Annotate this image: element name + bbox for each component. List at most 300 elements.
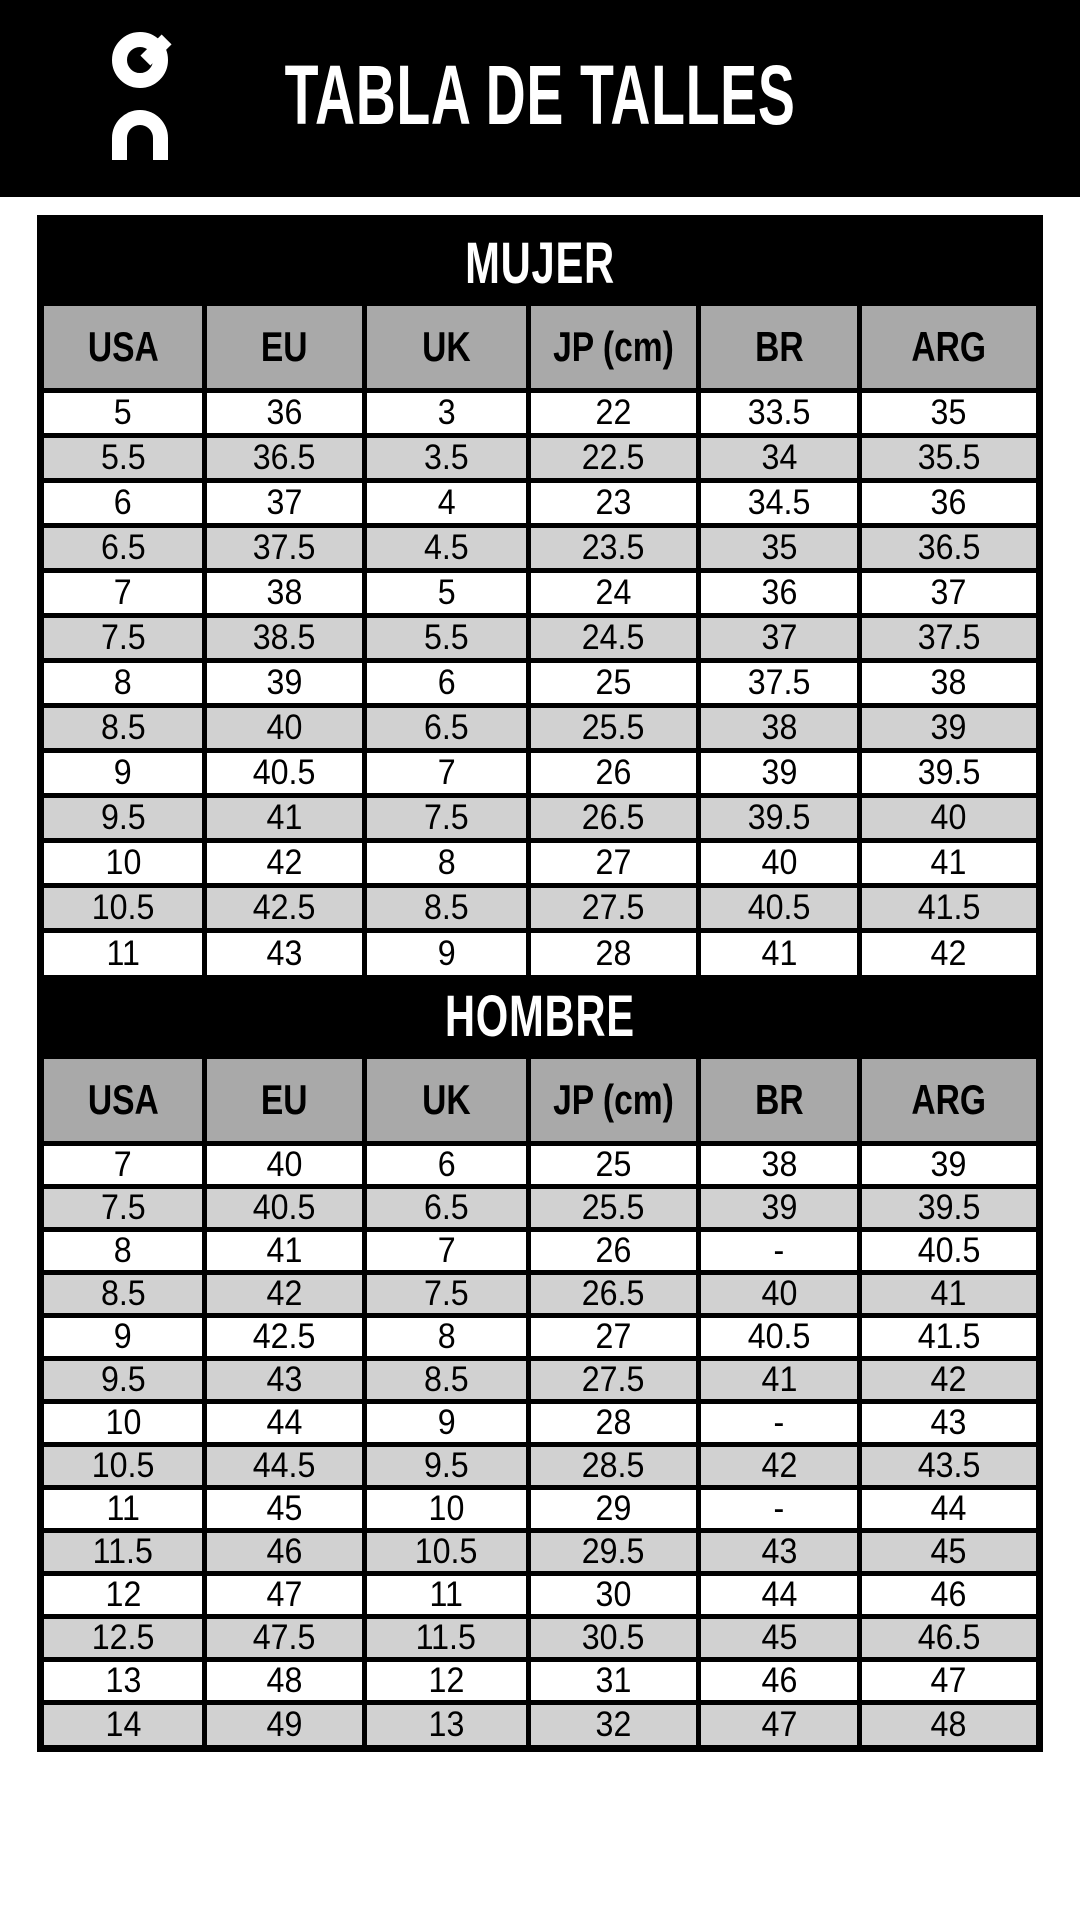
table-row <box>44 480 1036 525</box>
size-cell <box>364 750 528 795</box>
size-cell <box>528 1702 699 1745</box>
size-cell <box>44 1186 205 1229</box>
column-header-usa <box>44 1059 205 1143</box>
size-cell-value: 47 <box>931 1661 967 1700</box>
size-cell <box>528 570 699 615</box>
size-cell-value: 26.5 <box>582 798 645 837</box>
size-cell <box>859 480 1036 525</box>
size-cell <box>44 1659 205 1702</box>
size-cell-value: 28 <box>595 934 632 974</box>
size-cell-value: 10 <box>105 843 142 882</box>
size-cell-value: 8 <box>437 1317 456 1356</box>
size-cell-value: 42.5 <box>253 888 316 927</box>
size-cell <box>699 390 860 435</box>
size-cell <box>364 840 528 885</box>
size-cell-value: 45 <box>761 1618 797 1657</box>
size-cell <box>528 1186 699 1229</box>
size-cell <box>699 930 860 975</box>
size-cell <box>528 705 699 750</box>
size-cell <box>44 480 205 525</box>
size-cell-value: 45 <box>931 1532 967 1571</box>
size-cell <box>859 615 1036 660</box>
size-cell <box>859 705 1036 750</box>
size-cell <box>364 1530 528 1573</box>
table-row <box>44 1315 1036 1358</box>
size-cell <box>528 840 699 885</box>
size-cell <box>859 390 1036 435</box>
column-header-jp <box>528 1059 699 1143</box>
size-cell-value: 40.5 <box>253 1188 316 1227</box>
size-cell-value: 36.5 <box>917 528 981 567</box>
size-cell-value: 41.5 <box>917 1317 981 1356</box>
size-cell <box>528 885 699 930</box>
size-cell <box>699 615 860 660</box>
size-cell <box>699 1573 860 1616</box>
size-cell-value: 12.5 <box>91 1618 155 1657</box>
size-cell-value: 36.5 <box>253 438 316 477</box>
column-header-jp <box>528 306 699 390</box>
size-cell-value: 34 <box>761 438 797 477</box>
size-cell-value: 8.5 <box>423 1360 469 1399</box>
size-cell <box>528 480 699 525</box>
size-cell <box>364 480 528 525</box>
size-cell <box>44 1530 205 1573</box>
size-cell-value: 39 <box>931 708 967 747</box>
size-cell-value: 7 <box>437 753 456 792</box>
size-cell-value: 24.5 <box>582 618 645 657</box>
size-cell <box>364 1616 528 1659</box>
size-cell <box>364 1702 528 1745</box>
size-cell-value: 40.5 <box>253 753 316 792</box>
size-cell <box>44 1616 205 1659</box>
size-cell-value: 41 <box>931 1274 967 1313</box>
size-cell-value: 43 <box>931 1403 967 1442</box>
size-cell-value: 40.5 <box>917 1231 981 1270</box>
size-cell <box>859 525 1036 570</box>
size-table-hombre <box>44 1059 1036 1745</box>
size-cell-value: 37 <box>761 618 797 657</box>
column-header-label: ARG <box>911 1075 987 1123</box>
size-cell <box>859 885 1036 930</box>
table-row <box>44 1616 1036 1659</box>
size-cell <box>859 1229 1036 1272</box>
size-cell <box>699 480 860 525</box>
column-header-label: JP (cm) <box>552 322 674 370</box>
table-row <box>44 1444 1036 1487</box>
size-cell <box>205 615 365 660</box>
size-cell-value: 37 <box>931 573 967 612</box>
size-cell <box>528 1659 699 1702</box>
on-logo-n-icon <box>112 110 168 160</box>
size-cell <box>364 885 528 930</box>
size-cell <box>528 1573 699 1616</box>
size-cell <box>859 1616 1036 1659</box>
size-cell-value: 42.5 <box>253 1317 316 1356</box>
size-cell <box>44 795 205 840</box>
size-cell-value: 27.5 <box>582 1360 645 1399</box>
table-header-mujer <box>44 306 1036 390</box>
table-row <box>44 1702 1036 1745</box>
size-cell <box>205 795 365 840</box>
size-cell-value: 6.5 <box>423 1188 469 1227</box>
size-cell-value: 25.5 <box>582 708 645 747</box>
size-cell-value: 28.5 <box>582 1446 645 1485</box>
column-header-br <box>699 306 860 390</box>
table-row <box>44 750 1036 795</box>
size-cell-value: 37.5 <box>917 618 981 657</box>
size-cell <box>205 435 365 480</box>
size-cell-value: 37.5 <box>253 528 316 567</box>
size-cell <box>44 435 205 480</box>
size-cell <box>364 1358 528 1401</box>
size-cell <box>205 1487 365 1530</box>
table-row <box>44 660 1036 705</box>
size-cell-value: 8 <box>114 1231 133 1270</box>
size-cell-value: - <box>773 1489 785 1528</box>
size-cell-value: 9 <box>437 1403 456 1442</box>
size-cell <box>44 1573 205 1616</box>
size-cell-value: 38 <box>761 708 797 747</box>
size-cell-value: 41 <box>266 1231 303 1270</box>
size-cell <box>205 1186 365 1229</box>
size-cell <box>364 435 528 480</box>
page-header <box>0 0 1080 197</box>
size-cell <box>205 1272 365 1315</box>
size-cell <box>528 1401 699 1444</box>
size-cell-value: 33.5 <box>747 393 811 432</box>
size-cell <box>205 840 365 885</box>
header-row <box>44 1059 1036 1143</box>
size-cell-value: 39.5 <box>917 1188 981 1227</box>
size-cell <box>205 525 365 570</box>
size-cell <box>205 1444 365 1487</box>
size-table-mujer <box>44 306 1036 975</box>
size-cell-value: 7 <box>114 573 133 612</box>
size-cell-value: 23 <box>595 483 632 522</box>
size-cell-value: 43 <box>266 1360 303 1399</box>
size-cell <box>859 1659 1036 1702</box>
size-cell <box>859 1143 1036 1186</box>
table-row <box>44 390 1036 435</box>
table-row <box>44 930 1036 975</box>
size-cell <box>528 1530 699 1573</box>
size-cell <box>205 750 365 795</box>
size-cell-value: 6.5 <box>423 708 469 747</box>
size-cell <box>44 1702 205 1745</box>
size-cell <box>699 750 860 795</box>
size-cell <box>859 795 1036 840</box>
size-cell-value: 37.5 <box>747 663 811 702</box>
table-row <box>44 885 1036 930</box>
size-cell <box>528 1487 699 1530</box>
table-row <box>44 705 1036 750</box>
table-row <box>44 1659 1036 1702</box>
size-cell-value: 36 <box>266 393 303 432</box>
size-cell-value: 23.5 <box>582 528 645 567</box>
size-cell-value: 8.5 <box>100 1274 146 1313</box>
table-row <box>44 1401 1036 1444</box>
size-cell-value: 30.5 <box>582 1618 645 1657</box>
size-cell <box>528 525 699 570</box>
table-row <box>44 1186 1036 1229</box>
size-cell-value: 46 <box>761 1661 797 1700</box>
size-cell-value: 22 <box>595 393 632 432</box>
size-cell-value: 42 <box>266 1274 303 1313</box>
size-cell <box>528 1358 699 1401</box>
column-header-label: EU <box>261 322 308 370</box>
size-cell-value: 40 <box>266 1145 303 1184</box>
size-cell <box>528 390 699 435</box>
size-cell <box>44 1358 205 1401</box>
size-cell <box>699 1143 860 1186</box>
size-cell-value: - <box>773 1231 785 1270</box>
size-cell <box>699 1616 860 1659</box>
size-cell <box>699 1487 860 1530</box>
size-cell-value: 42 <box>931 1360 967 1399</box>
column-header-label: EU <box>261 1075 308 1123</box>
column-header-br <box>699 1059 860 1143</box>
size-cell-value: 13 <box>428 1705 465 1745</box>
size-cell-value: 7 <box>437 1231 456 1270</box>
size-cell <box>699 660 860 705</box>
size-cell-value: 10.5 <box>91 1446 155 1485</box>
size-cell-value: 8 <box>114 663 133 702</box>
size-cell-value: 7.5 <box>100 1188 146 1227</box>
size-cell-value: 44 <box>931 1489 967 1528</box>
size-cell-value: 9 <box>437 934 456 974</box>
size-cell-value: 44 <box>761 1575 797 1614</box>
size-cell <box>859 1358 1036 1401</box>
size-cell <box>205 885 365 930</box>
size-cell-value: 39 <box>931 1145 967 1184</box>
on-logo-icon <box>112 32 174 162</box>
size-cell <box>364 1186 528 1229</box>
column-header-label: UK <box>421 322 471 370</box>
size-cell-value: 41.5 <box>917 888 981 927</box>
size-cell-value: 10.5 <box>91 888 155 927</box>
size-cell <box>699 1186 860 1229</box>
table-row <box>44 1487 1036 1530</box>
size-cell <box>528 930 699 975</box>
size-cell-value: 26.5 <box>582 1274 645 1313</box>
size-cell <box>364 570 528 615</box>
size-cell-value: 39.5 <box>917 753 981 792</box>
size-cell-value: 38 <box>931 663 967 702</box>
column-header-eu <box>205 1059 365 1143</box>
column-header-label: USA <box>87 322 159 370</box>
size-cell <box>528 660 699 705</box>
size-cell-value: 13 <box>105 1661 142 1700</box>
table-row <box>44 1530 1036 1573</box>
size-cell-value: 41 <box>266 798 303 837</box>
size-cell-value: 9 <box>114 753 133 792</box>
size-cell-value: 35.5 <box>917 438 981 477</box>
size-cell <box>699 1530 860 1573</box>
size-cell <box>44 885 205 930</box>
size-cell-value: 42 <box>266 843 303 882</box>
size-cell <box>44 1444 205 1487</box>
column-header-usa <box>44 306 205 390</box>
size-cell <box>699 1358 860 1401</box>
size-cell-value: 47 <box>266 1575 303 1614</box>
size-cell <box>205 1573 365 1616</box>
size-cell <box>44 1487 205 1530</box>
size-cell <box>205 1315 365 1358</box>
size-cell-value: 6.5 <box>100 528 146 567</box>
size-cell-value: 43.5 <box>917 1446 981 1485</box>
size-cell <box>205 1659 365 1702</box>
size-cell-value: 4.5 <box>423 528 469 567</box>
size-cell <box>859 930 1036 975</box>
size-cell-value: 41 <box>761 934 797 974</box>
column-header-label: BR <box>754 322 804 370</box>
size-cell <box>44 615 205 660</box>
size-cell <box>859 840 1036 885</box>
size-cell <box>699 1229 860 1272</box>
size-cell-value: 5 <box>114 393 133 432</box>
column-header-label: BR <box>754 1075 804 1123</box>
size-cell <box>528 1143 699 1186</box>
section-title-hombre: HOMBRE <box>445 984 635 1049</box>
size-cell-value: 12 <box>105 1575 142 1614</box>
size-cell-value: 46 <box>931 1575 967 1614</box>
size-cell-value: 40 <box>266 708 303 747</box>
size-cell-value: 39 <box>761 1188 797 1227</box>
table-row <box>44 1358 1036 1401</box>
size-cell <box>364 615 528 660</box>
size-cell-value: 47.5 <box>253 1618 316 1657</box>
page-title: TABLA DE TALLES <box>284 47 796 142</box>
table-row <box>44 795 1036 840</box>
size-cell <box>699 1659 860 1702</box>
size-cell <box>364 1272 528 1315</box>
size-cell <box>859 1702 1036 1745</box>
column-header-uk <box>364 1059 528 1143</box>
on-logo-o-icon <box>112 32 168 88</box>
size-cell <box>528 1444 699 1487</box>
size-cell-value: 28 <box>595 1403 632 1442</box>
size-cell-value: 41 <box>761 1360 797 1399</box>
size-cell-value: 44 <box>266 1403 303 1442</box>
size-cell-value: 9.5 <box>423 1446 469 1485</box>
table-row <box>44 1573 1036 1616</box>
header-row <box>44 306 1036 390</box>
size-cell-value: 11.5 <box>92 1532 154 1571</box>
size-cell-value: 11 <box>106 1489 140 1528</box>
column-header-label: UK <box>421 1075 471 1123</box>
size-cell <box>364 660 528 705</box>
size-cell <box>859 435 1036 480</box>
size-cell-value: 9.5 <box>100 1360 146 1399</box>
table-row <box>44 1229 1036 1272</box>
size-cell <box>205 1143 365 1186</box>
size-cell <box>364 390 528 435</box>
section-band-hombre <box>44 975 1036 1059</box>
size-cell-value: 27.5 <box>582 888 645 927</box>
size-cell <box>859 1573 1036 1616</box>
size-cell <box>699 885 860 930</box>
size-cell <box>44 660 205 705</box>
size-cell <box>205 480 365 525</box>
column-header-eu <box>205 306 365 390</box>
size-cell-value: 25 <box>595 1145 632 1184</box>
size-cell <box>859 1315 1036 1358</box>
size-cell-value: 41 <box>931 843 967 882</box>
column-header-label: ARG <box>911 322 987 370</box>
size-cell-value: 11.5 <box>416 1618 477 1657</box>
size-cell-value: 27 <box>595 1317 632 1356</box>
size-cell <box>859 1487 1036 1530</box>
size-cell-value: 39 <box>266 663 303 702</box>
size-cell-value: 26 <box>595 753 632 792</box>
size-cell-value: 46 <box>266 1532 303 1571</box>
size-cell-value: 36 <box>931 483 967 522</box>
size-cell <box>528 750 699 795</box>
size-cell <box>44 930 205 975</box>
size-cell-value: 24 <box>595 573 632 612</box>
size-cell <box>205 1616 365 1659</box>
size-cell <box>44 570 205 615</box>
size-cell-value: 12 <box>428 1661 465 1700</box>
size-cell-value: 40 <box>761 1274 797 1313</box>
size-cell-value: 6 <box>437 663 456 702</box>
size-cell <box>699 1272 860 1315</box>
size-cell <box>44 525 205 570</box>
size-cell <box>859 1272 1036 1315</box>
size-cell-value: 39 <box>761 753 797 792</box>
size-cell-value: 37 <box>266 483 303 522</box>
size-cell <box>859 1444 1036 1487</box>
size-cell-value: 5.5 <box>100 438 146 477</box>
table-row <box>44 570 1036 615</box>
size-cell <box>205 660 365 705</box>
size-cell <box>859 660 1036 705</box>
table-row <box>44 840 1036 885</box>
size-cell-value: 38 <box>266 573 303 612</box>
size-cell-value: 29 <box>595 1489 632 1528</box>
size-cell <box>44 390 205 435</box>
size-cell-value: 47 <box>761 1705 797 1745</box>
size-cell-value: 11 <box>106 934 140 974</box>
size-cell <box>205 1702 365 1745</box>
size-cell <box>528 1616 699 1659</box>
size-cell <box>205 570 365 615</box>
size-cell <box>859 1530 1036 1573</box>
size-chart <box>37 215 1043 1752</box>
size-cell-value: 8.5 <box>423 888 469 927</box>
size-cell <box>699 840 860 885</box>
size-cell <box>859 750 1036 795</box>
size-cell <box>859 1186 1036 1229</box>
size-cell <box>205 1358 365 1401</box>
size-cell <box>364 1573 528 1616</box>
size-cell-value: 38.5 <box>253 618 316 657</box>
size-cell-value: 5.5 <box>423 618 469 657</box>
size-cell-value: 31 <box>595 1661 632 1700</box>
column-header-arg <box>859 1059 1036 1143</box>
size-cell <box>44 750 205 795</box>
size-cell-value: 10 <box>105 1403 142 1442</box>
table-header-hombre <box>44 1059 1036 1143</box>
size-cell <box>528 1315 699 1358</box>
size-cell <box>205 1401 365 1444</box>
table-body-mujer <box>44 390 1036 975</box>
size-cell-value: 8.5 <box>100 708 146 747</box>
size-cell-value: 4 <box>437 483 456 522</box>
size-cell-value: 32 <box>595 1705 632 1745</box>
size-cell <box>364 1315 528 1358</box>
size-cell <box>699 1444 860 1487</box>
